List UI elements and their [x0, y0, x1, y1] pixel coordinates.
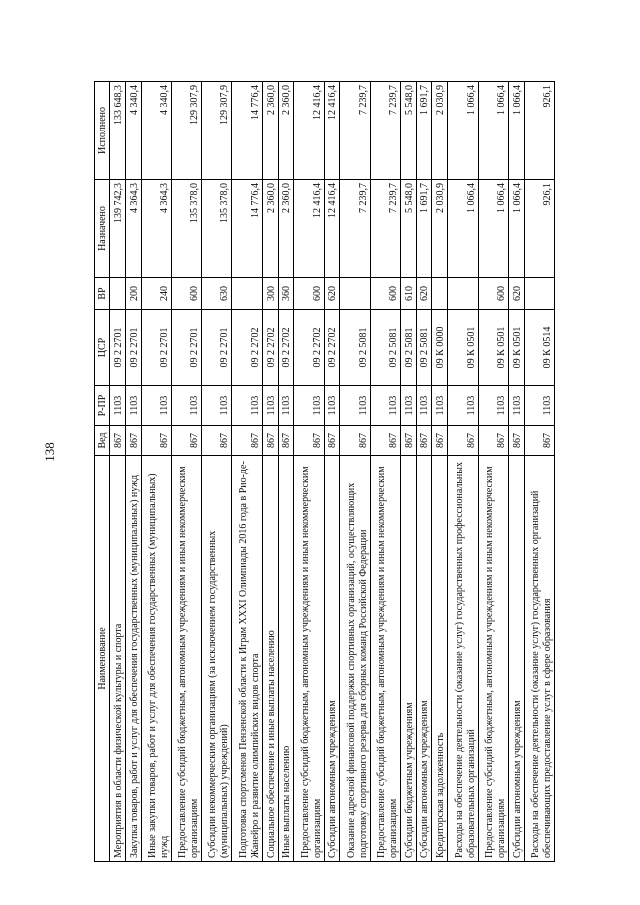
cell-assigned: 7 239,7: [370, 180, 400, 278]
cell-executed: 7 239,7: [340, 82, 370, 180]
cell-ved: 867: [508, 426, 524, 456]
cell-executed: 4 340,4: [141, 82, 171, 180]
cell-csr: 09 2 2701: [125, 310, 141, 386]
cell-executed: 7 239,7: [370, 82, 400, 180]
cell-csr: 09 К 0501: [478, 310, 508, 386]
table-row: [478, 82, 508, 862]
cell-vr: 600: [171, 278, 201, 310]
cell-assigned: 2 360,0: [278, 180, 294, 278]
cell-executed: 2 030,9: [432, 82, 448, 180]
page-number: 138: [42, 442, 57, 462]
table-row: [448, 82, 478, 862]
cell-executed: 12 416,4: [294, 82, 324, 180]
table-row: [262, 82, 278, 862]
cell-executed: 1 066,4: [448, 82, 478, 180]
table-row: [416, 82, 432, 862]
cell-vr: 300: [262, 278, 278, 310]
budget-table: [94, 81, 555, 862]
cell-name: Социальное обеспечение и иные выплаты населению: [262, 456, 278, 862]
cell-name: Иные закупки товаров, работ и услуг для обеспечения государственных (муниципальных) нужд: [141, 456, 171, 862]
cell-ved: 867: [448, 426, 478, 456]
cell-csr: 09 2 5081: [340, 310, 370, 386]
cell-rzpr: 1103: [110, 386, 126, 426]
cell-vr: 620: [324, 278, 340, 310]
cell-name: Субсидии бюджетным учреждениям: [400, 456, 416, 862]
cell-ved: 867: [202, 426, 232, 456]
cell-rzpr: 1103: [432, 386, 448, 426]
table-row: [370, 82, 400, 862]
cell-ved: 867: [432, 426, 448, 456]
cell-rzpr: 1103: [478, 386, 508, 426]
table-body: [110, 82, 555, 862]
cell-assigned: 1 066,4: [508, 180, 524, 278]
cell-assigned: 926,1: [524, 180, 554, 278]
cell-assigned: 1 691,7: [416, 180, 432, 278]
cell-name: Кредиторская задолженность: [432, 456, 448, 862]
cell-ved: 867: [324, 426, 340, 456]
cell-assigned: 2 360,0: [262, 180, 278, 278]
cell-vr: [448, 278, 478, 310]
cell-ved: 867: [171, 426, 201, 456]
cell-rzpr: 1103: [340, 386, 370, 426]
header-vr: ВР: [95, 278, 110, 310]
cell-assigned: 139 742,3: [110, 180, 126, 278]
table-row: [141, 82, 171, 862]
cell-rzpr: 1103: [324, 386, 340, 426]
cell-csr: 09 К 0514: [524, 310, 554, 386]
cell-assigned: 12 416,4: [294, 180, 324, 278]
cell-assigned: 5 548,0: [400, 180, 416, 278]
cell-ved: 867: [232, 426, 262, 456]
cell-vr: 200: [125, 278, 141, 310]
cell-ved: 867: [524, 426, 554, 456]
cell-executed: 14 776,4: [232, 82, 262, 180]
cell-executed: 129 307,9: [171, 82, 201, 180]
table-row: [508, 82, 524, 862]
cell-ved: 867: [294, 426, 324, 456]
cell-ved: 867: [478, 426, 508, 456]
cell-executed: 1 691,7: [416, 82, 432, 180]
cell-name: Оказание адресной финансовой поддержки спортивных организаций, осуществляющих подготовку спортивного резерва для сборных команд Российской Федерации: [340, 456, 370, 862]
cell-csr: 09 2 2701: [171, 310, 201, 386]
cell-name: Расходы на обеспечение деятельности (оказание услуг) государственных организаций обеспечивающих предоставление услуг в сфере образования: [524, 456, 554, 862]
cell-vr: 600: [294, 278, 324, 310]
header-ved: Вед: [95, 426, 110, 456]
cell-name: Субсидии некоммерческим организациям (за исключением государственных (муниципальных) учреждений): [202, 456, 232, 862]
cell-executed: 926,1: [524, 82, 554, 180]
cell-name: Мероприятия в области физической культуры и спорта: [110, 456, 126, 862]
cell-vr: 610: [400, 278, 416, 310]
cell-ved: 867: [110, 426, 126, 456]
table-row: [524, 82, 554, 862]
cell-name: Субсидии автономным учреждениям: [508, 456, 524, 862]
table-row: [294, 82, 324, 862]
cell-csr: 09 К 0000: [432, 310, 448, 386]
cell-assigned: 1 066,4: [448, 180, 478, 278]
cell-assigned: 4 364,3: [141, 180, 171, 278]
table-row: [171, 82, 201, 862]
cell-csr: 09 2 2701: [110, 310, 126, 386]
cell-name: Субсидии автономным учреждениям: [416, 456, 432, 862]
cell-ved: 867: [370, 426, 400, 456]
header-rzpr: Р-ПР: [95, 386, 110, 426]
cell-assigned: 14 776,4: [232, 180, 262, 278]
cell-rzpr: 1103: [232, 386, 262, 426]
cell-rzpr: 1103: [294, 386, 324, 426]
cell-rzpr: 1103: [400, 386, 416, 426]
header-csr: ЦСР: [95, 310, 110, 386]
cell-vr: 240: [141, 278, 171, 310]
cell-rzpr: 1103: [416, 386, 432, 426]
rotated-table-container: [94, 82, 555, 862]
cell-executed: 1 066,4: [508, 82, 524, 180]
cell-assigned: 4 364,3: [125, 180, 141, 278]
table-row: [202, 82, 232, 862]
cell-assigned: 135 378,0: [171, 180, 201, 278]
cell-vr: 620: [508, 278, 524, 310]
cell-executed: 2 360,0: [262, 82, 278, 180]
cell-executed: 4 340,4: [125, 82, 141, 180]
cell-ved: 867: [125, 426, 141, 456]
cell-csr: 09 2 2702: [232, 310, 262, 386]
cell-assigned: 7 239,7: [340, 180, 370, 278]
cell-csr: 09 К 0501: [508, 310, 524, 386]
cell-ved: 867: [340, 426, 370, 456]
header-name: Наименование: [95, 456, 110, 862]
cell-csr: 09 2 5081: [370, 310, 400, 386]
cell-csr: 09 2 2701: [202, 310, 232, 386]
cell-csr: 09 2 2702: [324, 310, 340, 386]
cell-vr: 360: [278, 278, 294, 310]
cell-name: Субсидии автономным учреждениям: [324, 456, 340, 862]
cell-csr: 09 2 5081: [400, 310, 416, 386]
cell-executed: 1 066,4: [478, 82, 508, 180]
cell-ved: 867: [400, 426, 416, 456]
cell-vr: [110, 278, 126, 310]
cell-csr: 09 2 2702: [278, 310, 294, 386]
cell-name: Иные выплаты населению: [278, 456, 294, 862]
cell-executed: 2 360,0: [278, 82, 294, 180]
cell-ved: 867: [141, 426, 171, 456]
cell-rzpr: 1103: [262, 386, 278, 426]
cell-csr: 09 2 2702: [294, 310, 324, 386]
cell-name: Предоставление субсидий бюджетным, автономным учреждениям и иным некоммерческим организациям: [171, 456, 201, 862]
cell-name: Подготовка спортсменов Пензенской области к Играм XXXI Олимпиады 2016 года в Рио-де-Жанейро и развитие олимпийских видов спорта: [232, 456, 262, 862]
cell-rzpr: 1103: [278, 386, 294, 426]
cell-name: Предоставление субсидий бюджетным, автономным учреждениям и иным некоммерческим организациям: [370, 456, 400, 862]
table-row: [232, 82, 262, 862]
cell-executed: 12 416,4: [324, 82, 340, 180]
table-row: [340, 82, 370, 862]
cell-csr: 09 К 0501: [448, 310, 478, 386]
cell-ved: 867: [262, 426, 278, 456]
cell-csr: 09 2 2701: [141, 310, 171, 386]
table-row: [110, 82, 126, 862]
cell-rzpr: 1103: [370, 386, 400, 426]
cell-vr: 630: [202, 278, 232, 310]
cell-rzpr: 1103: [141, 386, 171, 426]
table-row: [324, 82, 340, 862]
cell-assigned: 135 378,0: [202, 180, 232, 278]
cell-vr: [232, 278, 262, 310]
cell-csr: 09 2 2702: [262, 310, 278, 386]
header-assigned: Назначено: [95, 180, 110, 278]
cell-vr: [524, 278, 554, 310]
cell-rzpr: 1103: [448, 386, 478, 426]
cell-executed: 129 307,9: [202, 82, 232, 180]
cell-name: Предоставление субсидий бюджетным, автономным учреждениям и иным некоммерческим организациям: [478, 456, 508, 862]
header-row: [95, 82, 110, 862]
cell-ved: 867: [278, 426, 294, 456]
cell-rzpr: 1103: [508, 386, 524, 426]
cell-vr: [340, 278, 370, 310]
cell-vr: 600: [478, 278, 508, 310]
cell-name: Закупка товаров, работ и услуг для обеспечения государственных (муниципальных) нужд: [125, 456, 141, 862]
cell-vr: [432, 278, 448, 310]
cell-rzpr: 1103: [125, 386, 141, 426]
cell-rzpr: 1103: [171, 386, 201, 426]
header-executed: Исполнено: [95, 82, 110, 180]
cell-assigned: 12 416,4: [324, 180, 340, 278]
cell-name: Расходы на обеспечение деятельности (оказание услуг) государственных профессиональных образовательных организаций: [448, 456, 478, 862]
cell-assigned: 2 030,9: [432, 180, 448, 278]
table-row: [400, 82, 416, 862]
cell-vr: 600: [370, 278, 400, 310]
cell-assigned: 1 066,4: [478, 180, 508, 278]
cell-executed: 133 648,3: [110, 82, 126, 180]
cell-ved: 867: [416, 426, 432, 456]
table-row: [432, 82, 448, 862]
table-row: [278, 82, 294, 862]
cell-vr: 620: [416, 278, 432, 310]
cell-csr: 09 2 5081: [416, 310, 432, 386]
cell-rzpr: 1103: [524, 386, 554, 426]
table-row: [125, 82, 141, 862]
cell-executed: 5 548,0: [400, 82, 416, 180]
cell-rzpr: 1103: [202, 386, 232, 426]
cell-name: Предоставление субсидий бюджетным, автономным учреждениям и иным некоммерческим организациям: [294, 456, 324, 862]
